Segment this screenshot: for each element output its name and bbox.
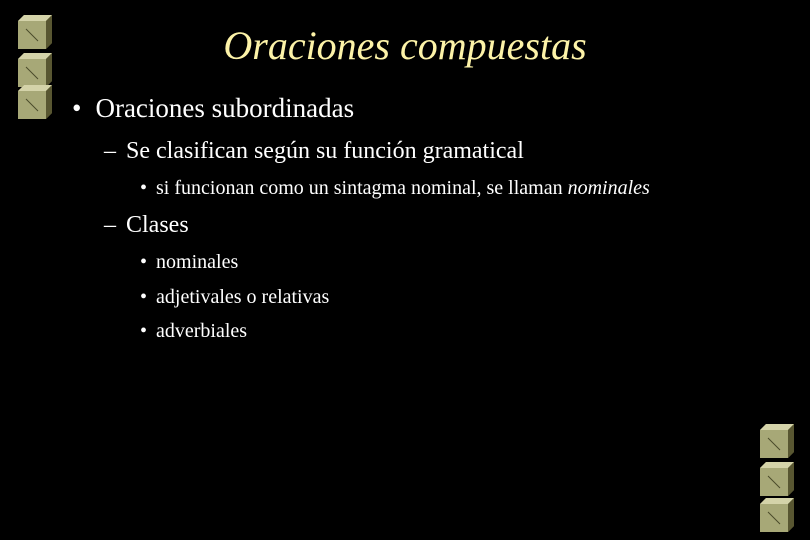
olive-beveled-square-icon: [760, 498, 794, 532]
bullet-text: nominales: [156, 251, 239, 273]
dash-marker: –: [104, 138, 116, 164]
olive-beveled-square-icon: [760, 424, 794, 458]
bullet-level-3: [140, 249, 238, 275]
bullet-marker: •: [72, 93, 82, 123]
bullet-marker: •: [140, 177, 148, 199]
bullet-level-2: [104, 136, 524, 166]
bullet-text: Clases: [126, 212, 189, 238]
bullet-level-3: [140, 318, 247, 344]
bullet-level-1: [72, 91, 354, 125]
slide-title: Oraciones compuestas: [223, 23, 587, 68]
olive-beveled-square-icon: [18, 85, 52, 119]
bullet-text: adverbiales: [156, 320, 248, 342]
bullet-marker: •: [140, 286, 148, 308]
bullet-marker: •: [140, 251, 148, 273]
bullet-level-2: [104, 210, 189, 240]
dash-marker: –: [104, 212, 116, 238]
emphasis-text: nominales: [567, 177, 650, 199]
bullet-text: adjetivales o relativas: [156, 286, 330, 308]
bullet-level-3: [140, 284, 329, 310]
olive-beveled-square-icon: [760, 462, 794, 496]
bullet-text: Se clasifican según su función gramatical: [126, 138, 524, 164]
bullet-text: si funcionan como un sintagma nominal, se llaman: [156, 177, 568, 199]
bullet-marker: •: [140, 320, 148, 342]
bullet-level-3: [140, 175, 650, 201]
bullet-text: Oraciones subordinadas: [95, 93, 355, 123]
